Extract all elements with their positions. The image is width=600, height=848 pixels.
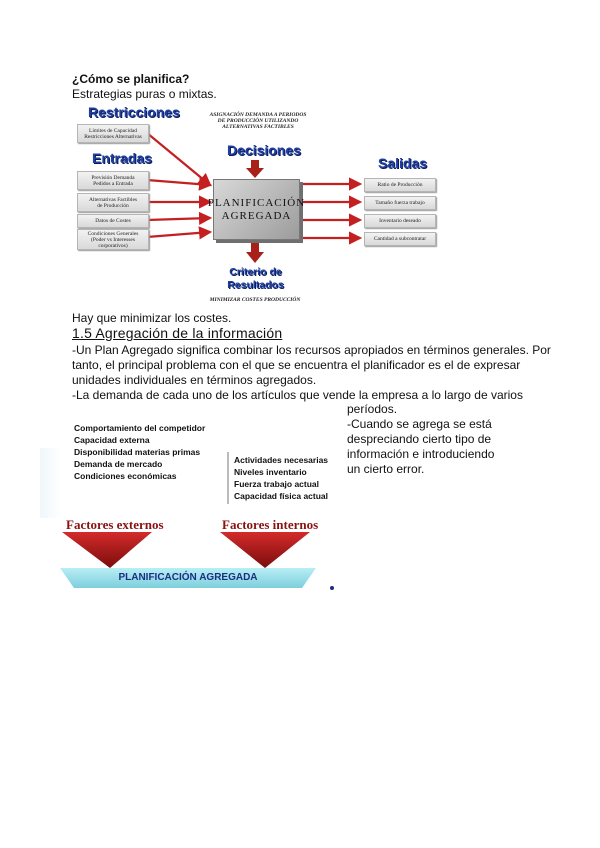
bottom-note: MINIMIZAR COSTES PRODUCCIÓN <box>209 297 301 303</box>
salida-box-4 <box>364 232 436 246</box>
entrada-box-line: Pedidos a Entrada <box>93 180 133 187</box>
criterio-title-line: Resultados <box>227 279 284 291</box>
restricciones-box-line: Restricciones Alternativas <box>84 133 142 140</box>
side-text-line: -Cuando se agrega se está <box>347 417 492 431</box>
entradas-title: Entradas <box>92 150 152 166</box>
arrow-entrada-4 <box>147 232 210 237</box>
entrada-box-line: Alternativas Factibles <box>88 196 138 203</box>
restricciones-box <box>77 124 149 143</box>
criterio-title-line: Criterio de <box>229 266 282 278</box>
entrada-box-4 <box>77 229 149 250</box>
internal-factor-item: Actividades necesarias <box>234 455 329 465</box>
center-box-line: PLANIFICACIÓN <box>207 196 306 209</box>
paragraph-line: unidades individuales en términos agregados. <box>72 373 317 387</box>
internal-factors-label: Factores internos <box>222 517 319 532</box>
intro-text: Estrategias puras o mixtas. <box>72 87 217 101</box>
paragraph-line: -Un Plan Agregado significa combinar los recursos apropiados en términos generales. Por <box>72 343 551 357</box>
external-factors-label: Factores externos <box>66 517 164 532</box>
top-note-line: DE PRODUCCIÓN UTILIZANDO <box>217 118 299 124</box>
side-text <box>347 402 494 477</box>
page-heading: ¿Cómo se planifica? <box>72 72 190 86</box>
restricciones-box-line: Límites de Capacidad <box>89 127 137 134</box>
planning-diagram <box>70 100 450 305</box>
internal-factor-item: Capacidad física actual <box>234 491 329 501</box>
minimize-text: Hay que minimizar los costes. <box>72 311 232 325</box>
arrow-decisiones <box>246 160 264 178</box>
restricciones-title: Restricciones <box>88 104 180 120</box>
external-factor-item: Condiciones económicas <box>74 471 177 481</box>
center-box-line: AGREGADA <box>221 209 292 222</box>
internal-funnel <box>220 532 310 568</box>
entrada-box-2 <box>77 193 149 212</box>
external-factor-item: Demanda de mercado <box>74 459 163 469</box>
planning-banner-label: PLANIFICACIÓN AGREGADA <box>118 572 258 583</box>
top-note-line: ASIGNACIÓN DEMANDA A PERIODOS <box>209 112 307 118</box>
section-title: 1.5 Agregación de la información <box>72 325 283 341</box>
side-text-line: un cierto error. <box>347 462 425 476</box>
arrow-restricciones <box>147 133 210 185</box>
entrada-box-line: Datos de Costes <box>95 218 131 224</box>
decisiones-title: Decisiones <box>227 142 301 158</box>
salida-box-label: Inventario deseado <box>379 218 421 224</box>
salidas-title: Salidas <box>378 155 428 171</box>
external-funnel <box>62 532 152 568</box>
salida-box-label: Ratio de Producción <box>377 182 423 188</box>
external-factor-item: Disponibilidad materias primas <box>74 447 201 457</box>
entrada-box-3 <box>77 214 149 228</box>
paragraph-line: tanto, el principal problema con el que se encuentra el planificador es el de expresar <box>72 358 521 372</box>
factors-diagram <box>40 418 340 593</box>
factors-graphics <box>40 418 340 593</box>
internal-factor-item: Niveles inventario <box>234 467 307 477</box>
salida-box-1 <box>364 178 436 192</box>
salida-box-label: Tamaño fuerza trabajo <box>375 200 425 206</box>
paragraph-1 <box>72 343 551 388</box>
entrada-box-line: Previsión Demanda <box>91 174 135 181</box>
entrada-box-line: corporativos) <box>98 242 128 249</box>
external-factor-item: Comportamiento del competidor <box>74 423 206 433</box>
entrada-box-line: Condiciones Generales <box>87 230 139 237</box>
arrow-criterio <box>246 242 264 263</box>
banner-dot <box>330 586 334 590</box>
side-text-line: períodos. <box>347 402 398 416</box>
salida-box-label: Cantidad a subcontratar <box>373 236 427 242</box>
paragraph-2: -La demanda de cada uno de los artículos que vende la empresa a lo largo de varios <box>72 388 523 402</box>
entrada-box-line: (Poder vs Interesses <box>91 236 135 243</box>
external-factor-item: Capacidad externa <box>74 435 150 445</box>
internal-factor-item: Fuerza trabajo actual <box>234 479 320 489</box>
top-note-line: ALTERNATIVAS FACTIBLES <box>222 124 294 130</box>
top-note <box>198 112 318 130</box>
salida-box-3 <box>364 214 436 228</box>
side-text-line: información e introduciendo <box>347 447 495 461</box>
entrada-box-line: de Producción <box>97 202 129 209</box>
criterio-title <box>218 266 293 292</box>
entrada-box-1 <box>77 171 149 190</box>
planificacion-agregada-box <box>207 179 306 240</box>
salida-box-2 <box>364 196 436 210</box>
side-text-line: despreciando cierto tipo de <box>347 432 492 446</box>
arrow-entrada-1 <box>147 180 210 185</box>
arrow-entrada-3 <box>147 218 210 220</box>
